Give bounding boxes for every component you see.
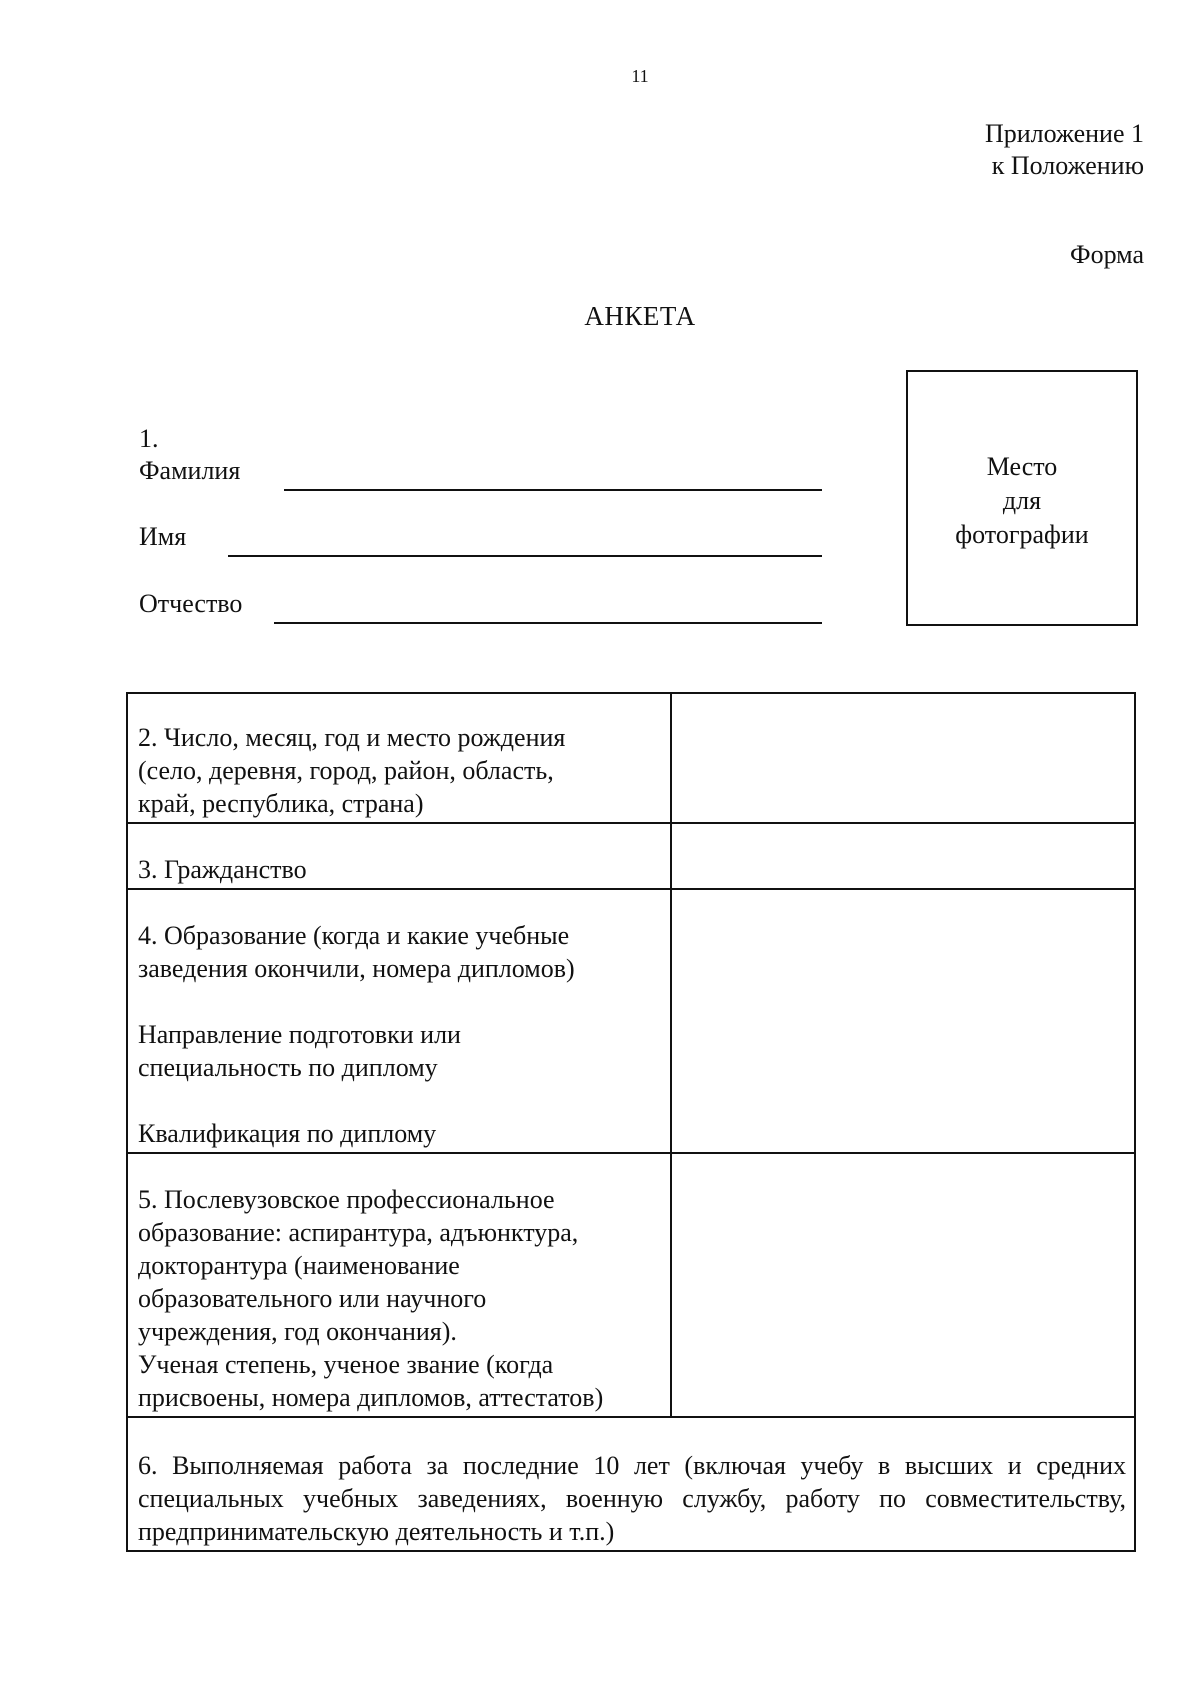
question-line: образование: аспирантура, адъюнктура, xyxy=(138,1218,579,1247)
patronymic-field[interactable] xyxy=(274,622,822,624)
table-row xyxy=(127,1153,1135,1417)
question-line: 4. Образование (когда и какие учебные xyxy=(138,921,570,950)
question-line: Направление подготовки или xyxy=(138,1020,461,1049)
question-line: 2. Число, месяц, год и место рождения xyxy=(138,723,566,752)
table-row xyxy=(127,889,1135,1153)
question-line: докторантура (наименование xyxy=(138,1251,460,1280)
item-number-1: 1. xyxy=(139,424,159,453)
photo-text-line-2: для xyxy=(1002,486,1042,515)
form-label: Форма xyxy=(1070,240,1144,269)
appendix-reference xyxy=(985,118,1144,182)
name-label: Имя xyxy=(139,522,187,551)
page-number: 11 xyxy=(631,66,649,86)
photo-text-line-1: Место xyxy=(986,452,1058,481)
question-line: (село, деревня, город, район, область, xyxy=(138,756,554,785)
question-citizenship xyxy=(127,823,671,889)
answer-birth[interactable] xyxy=(671,693,1135,823)
photo-text-line-3: фотографии xyxy=(955,520,1089,549)
work-history-heading: 6. Выполняемая работа за последние 10 лет (включая учебу в высших и средних специальных учебных заведениях, военную службу, работу по совместительству, предпринимательскую деятельность и т.п.) xyxy=(127,1417,1135,1551)
question-line: заведения окончили, номера дипломов) xyxy=(138,954,575,983)
question-line: образовательного или научного xyxy=(138,1284,487,1313)
question-line: 5. Послевузовское профессиональное xyxy=(138,1185,555,1214)
questionnaire-table xyxy=(126,692,1136,1552)
question-line: край, республика, страна) xyxy=(138,789,424,818)
table-row xyxy=(127,823,1135,889)
surname-label: Фамилия xyxy=(139,456,241,485)
photo-placeholder xyxy=(906,370,1138,626)
question-education xyxy=(127,889,671,1153)
question-line: присвоены, номера дипломов, аттестатов) xyxy=(138,1383,604,1412)
question-line: учреждения, год окончания). xyxy=(138,1317,457,1346)
question-line: Квалификация по диплому xyxy=(138,1119,437,1148)
question-line: 3. Гражданство xyxy=(138,855,307,884)
question-line: Ученая степень, ученое звание (когда xyxy=(138,1350,554,1379)
appendix-line-1: Приложение 1 xyxy=(984,119,1144,148)
table-row xyxy=(127,693,1135,823)
question-line: специальность по диплому xyxy=(138,1053,438,1082)
document-title: АНКЕТА xyxy=(584,301,696,331)
surname-field[interactable] xyxy=(284,489,822,491)
table-row xyxy=(127,1417,1135,1551)
name-field[interactable] xyxy=(228,555,822,557)
question-postgraduate xyxy=(127,1153,671,1417)
question-birth xyxy=(127,693,671,823)
answer-postgraduate[interactable] xyxy=(671,1153,1135,1417)
patronymic-label: Отчество xyxy=(139,589,243,618)
answer-education[interactable] xyxy=(671,889,1135,1153)
appendix-line-2: к Положению xyxy=(991,151,1144,180)
answer-citizenship[interactable] xyxy=(671,823,1135,889)
